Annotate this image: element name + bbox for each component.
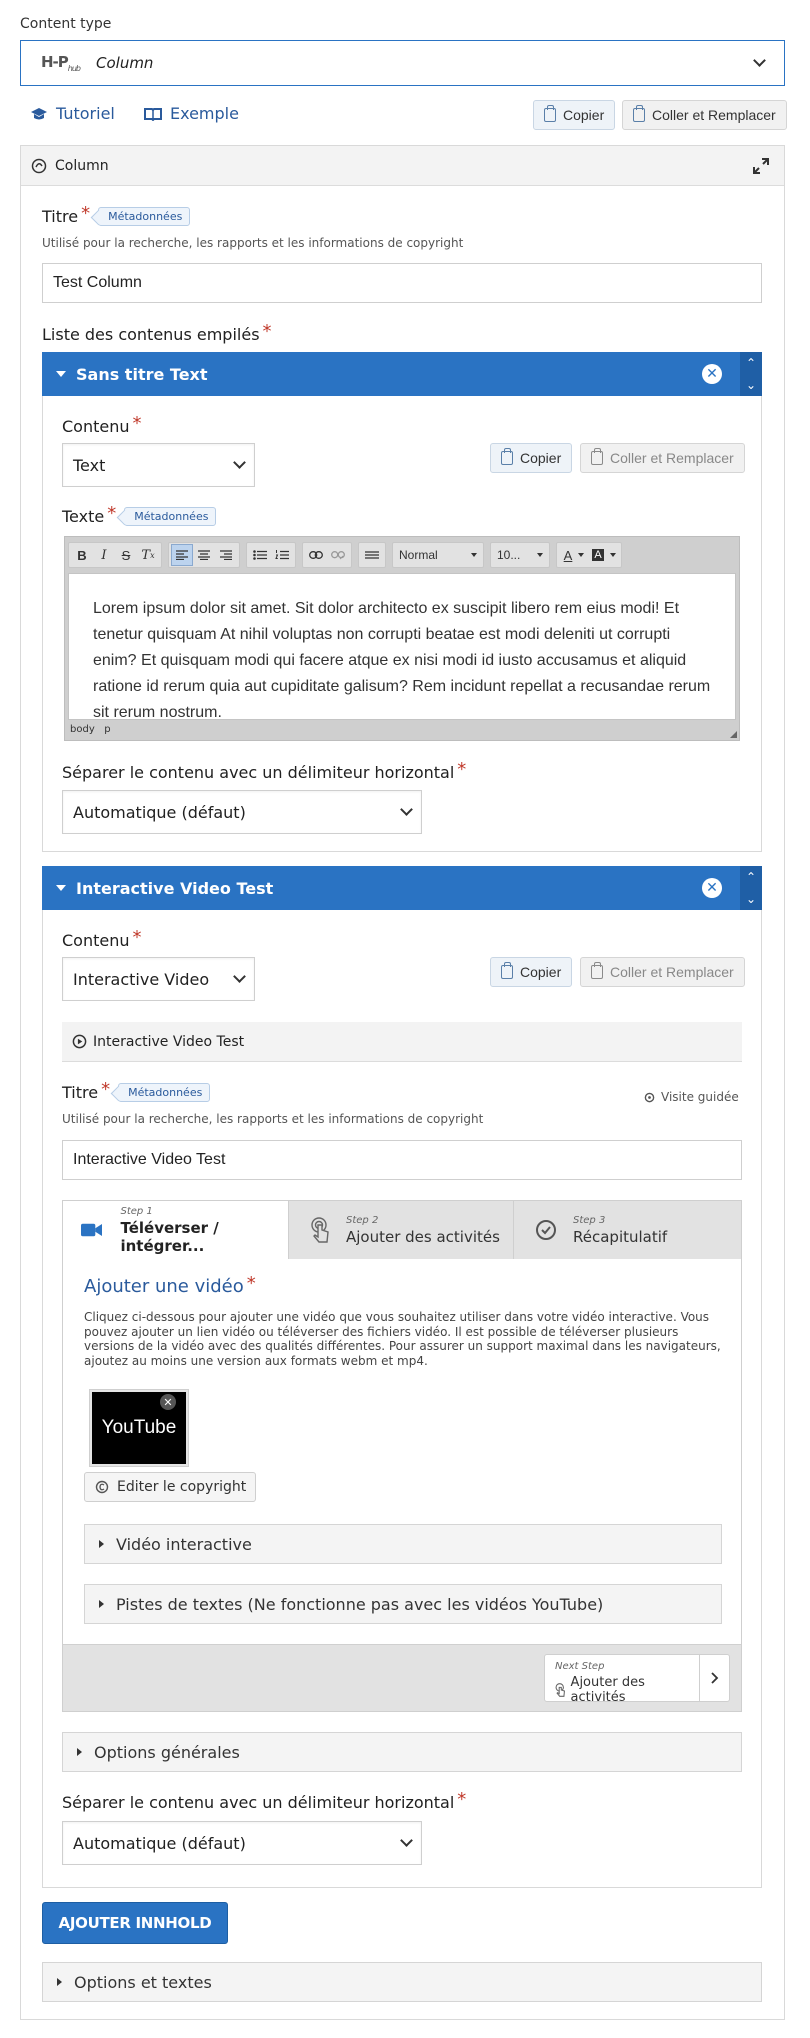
editor-toolbar <box>68 540 736 570</box>
h5p-hub-logo: $H-P_{hub}$ <box>41 53 80 73</box>
interactive-video-collapse[interactable]: Vidéo interactive <box>84 1524 722 1564</box>
remove-item-icon[interactable]: ✕ <box>702 364 722 384</box>
italic-icon[interactable]: I <box>101 547 107 563</box>
options-texts-collapse[interactable]: Options et textes <box>42 1962 762 2002</box>
item2-copy-button[interactable]: Copier <box>490 957 572 987</box>
title-description: Utilisé pour la recherche, les rapports et les informations de copyright <box>42 236 464 250</box>
step-tab-2[interactable]: Step 2 Ajouter des activités <box>290 1201 514 1259</box>
link-icon[interactable] <box>305 544 327 566</box>
move-down-icon[interactable]: ⌄ <box>745 378 757 392</box>
play-circle-icon <box>72 1034 87 1049</box>
column-panel-header: Column <box>21 146 784 186</box>
step-tab-3[interactable]: Step 3 Récapitulatif <box>515 1201 741 1259</box>
item2-title-label-row: Titre * Métadonnées <box>62 1082 210 1103</box>
check-circle-icon <box>535 1219 557 1241</box>
item2-title-input[interactable]: Interactive Video Test <box>62 1140 742 1180</box>
clipboard-paste-icon <box>633 108 645 122</box>
book-icon <box>144 107 162 121</box>
bullet-list-icon[interactable] <box>249 544 271 566</box>
paste-replace-button[interactable]: Coller et Remplacer <box>622 100 787 130</box>
text-tracks-collapse[interactable]: Pistes de textes (Ne fonctionne pas avec les vidéos YouTube) <box>84 1584 722 1624</box>
item2-separator-label: Séparer le contenu avec un délimiteur horizontal * <box>62 1789 467 1812</box>
item2-header[interactable]: Interactive Video Test ✕ <box>42 866 740 910</box>
clipboard-paste-icon <box>591 965 603 979</box>
move-up-icon[interactable]: ⌃ <box>745 356 757 370</box>
chevron-down-icon <box>233 456 246 469</box>
caret-right-icon <box>77 1748 82 1756</box>
item2-separator-select[interactable]: Automatique (défaut) <box>62 1821 422 1865</box>
content-type-select[interactable] <box>20 40 785 86</box>
content-type-label: Content type <box>20 16 112 32</box>
unlink-icon[interactable] <box>327 544 349 566</box>
chevron-down-icon <box>400 803 413 816</box>
interactive-video-subpanel-header: Interactive Video Test <box>62 1022 742 1062</box>
add-content-button[interactable]: AJOUTER INNHOLD <box>42 1902 228 1944</box>
align-left-icon[interactable] <box>171 544 193 566</box>
copyright-icon <box>95 1480 109 1494</box>
next-step-button[interactable]: Next Step Ajouter des activités <box>544 1654 730 1702</box>
general-options-collapse[interactable]: Options générales <box>62 1732 742 1772</box>
format-dropdown[interactable]: Normal <box>392 542 484 568</box>
copy-button[interactable]: Copier <box>533 100 615 130</box>
clipboard-icon <box>544 108 556 122</box>
title-label-row: Titre * Métadonnées <box>42 206 190 227</box>
item2-title-description: Utilisé pour la recherche, les rapports et les informations de copyright <box>62 1112 484 1126</box>
clipboard-icon <box>501 451 513 465</box>
guided-tour-link[interactable]: Visite guidée <box>644 1090 739 1104</box>
chevron-down-icon <box>753 54 766 67</box>
move-down-icon[interactable]: ⌄ <box>745 892 757 906</box>
item1-reorder[interactable] <box>740 352 762 396</box>
stack-list-label: Liste des contenus empilés * <box>42 321 272 344</box>
item1-text-label: Texte * Métadonnées <box>62 506 216 527</box>
caret-down-icon <box>56 885 66 891</box>
youtube-video-thumbnail[interactable]: YouTube <box>90 1390 188 1466</box>
tour-icon <box>644 1092 655 1103</box>
horizontal-rule-icon[interactable] <box>361 544 383 566</box>
content-type-value: Column <box>96 54 154 72</box>
numbered-list-icon[interactable] <box>271 544 293 566</box>
graduation-cap-icon <box>30 107 48 121</box>
touch-hand-icon <box>555 1683 567 1697</box>
clipboard-icon <box>501 965 513 979</box>
column-icon <box>31 158 47 174</box>
resize-handle-icon[interactable] <box>730 731 737 738</box>
bold-icon[interactable]: B <box>77 547 87 563</box>
editor-content[interactable]: Lorem ipsum dolor sit amet. Sit dolor architecto ex suscipit libero rem eius modi! Et tenetur quisquam At nihil voluptas non corrupti beatae est modi deleniti ut corrupti enim? Et quisquam modi qui facere atque ex nisi modi id iusto accusamus et aliquid ratione id rerum quia aut cupiditate galisum? Rem incidunt repellat a recusandae rerum sit rerum nostrum. <box>68 573 736 720</box>
caret-right-icon <box>99 1600 104 1608</box>
metadata-button[interactable]: Métadonnées <box>124 507 216 526</box>
expand-icon[interactable] <box>752 157 770 175</box>
caret-right-icon <box>57 1978 62 1986</box>
metadata-button[interactable]: Métadonnées <box>98 207 190 226</box>
align-center-icon[interactable] <box>193 544 215 566</box>
metadata-button[interactable]: Métadonnées <box>118 1083 210 1102</box>
add-video-title: Ajouter une vidéo * <box>84 1273 256 1297</box>
item1-paste-button[interactable]: Coller et Remplacer <box>580 443 745 473</box>
item2-content-select[interactable]: Interactive Video <box>62 957 255 1001</box>
step-tab-1[interactable]: Step 1 Téléverser / intégrer... <box>63 1201 289 1259</box>
item1-content-select[interactable]: Text <box>62 443 255 487</box>
remove-video-icon[interactable]: ✕ <box>160 1394 176 1410</box>
add-video-description: Cliquez ci-dessous pour ajouter une vidéo que vous souhaitez utiliser dans votre vidéo interactive. Vous pouvez ajouter un lien vidéo ou téléverser des fichiers vidéo. Il est possible de téléverser plusieurs versions de la vidéo avec des qualités différentes. Pour assurer un support maximal dans les navigateurs, ajoutez au moins une version aux formats webm et mp4. <box>84 1310 721 1368</box>
remove-item-icon[interactable]: ✕ <box>702 878 722 898</box>
background-color-icon[interactable]: A <box>589 544 619 566</box>
editor-path: body p <box>70 724 111 735</box>
clipboard-paste-icon <box>591 451 603 465</box>
caret-right-icon <box>99 1540 104 1548</box>
example-link[interactable]: Exemple <box>144 104 239 123</box>
item1-content-label: Contenu * <box>62 413 142 436</box>
tutorial-link[interactable]: Tutoriel <box>30 104 115 123</box>
item1-header[interactable]: Sans titre Text ✕ <box>42 352 740 396</box>
font-size-dropdown[interactable]: 10... <box>490 542 550 568</box>
title-input[interactable]: Test Column <box>42 263 762 303</box>
caret-down-icon <box>56 371 66 377</box>
strike-icon[interactable]: S <box>121 547 131 563</box>
chevron-right-icon <box>699 1655 729 1701</box>
item2-content-label: Contenu * <box>62 927 142 950</box>
align-right-icon[interactable] <box>215 544 237 566</box>
chevron-down-icon <box>233 970 246 983</box>
move-up-icon[interactable]: ⌃ <box>745 870 757 884</box>
clear-format-icon[interactable]: T x <box>141 547 155 563</box>
item2-paste-button[interactable]: Coller et Remplacer <box>580 957 745 987</box>
video-camera-icon <box>81 1222 102 1238</box>
edit-copyright-button[interactable]: Editer le copyright <box>84 1472 256 1502</box>
text-color-icon[interactable]: A <box>559 544 589 566</box>
item1-separator-select[interactable]: Automatique (défaut) <box>62 790 422 834</box>
item1-copy-button[interactable]: Copier <box>490 443 572 473</box>
chevron-down-icon <box>400 1834 413 1847</box>
item2-reorder[interactable] <box>740 866 762 910</box>
item1-separator-label: Séparer le contenu avec un délimiteur horizontal * <box>62 759 467 782</box>
touch-hand-icon <box>310 1217 332 1243</box>
